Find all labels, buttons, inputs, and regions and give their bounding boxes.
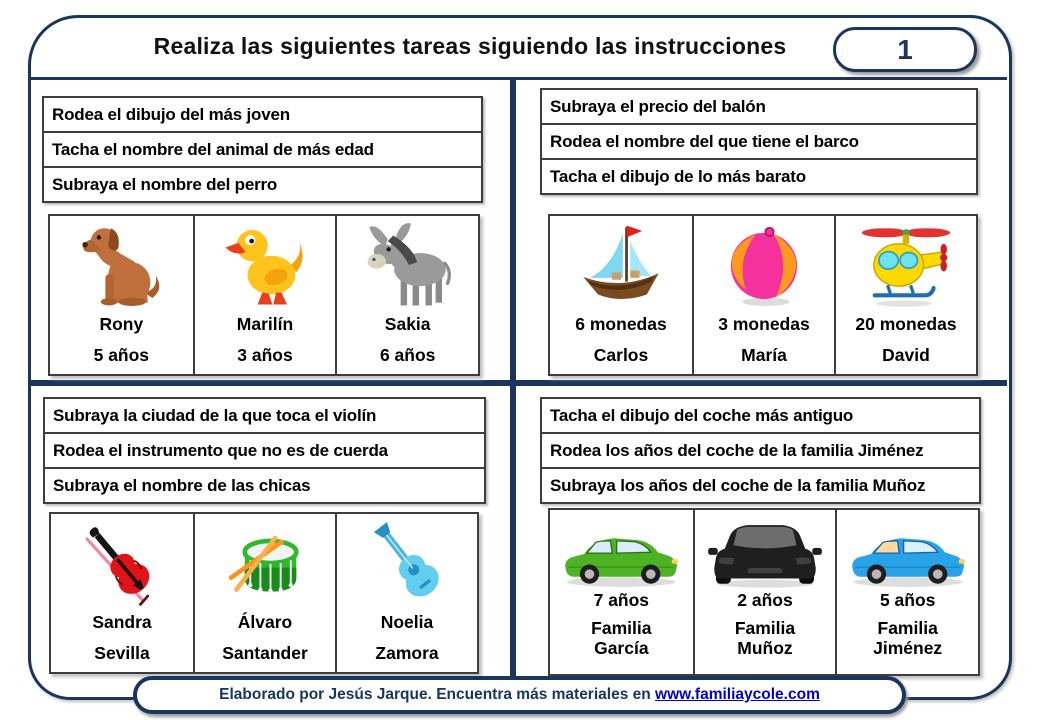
footer-credit: [133, 676, 906, 714]
card-name: Álvaro: [237, 612, 293, 632]
blue-car-icon: [844, 519, 972, 589]
task-instruction: Subraya el nombre de las chicas: [45, 467, 484, 502]
card-name: Noelia: [380, 612, 434, 632]
beach-ball-icon: [712, 219, 816, 311]
section-animals: [28, 80, 510, 380]
card-blue-car: [835, 510, 978, 674]
green-car-icon: [557, 519, 685, 589]
card-sailboat: [550, 216, 692, 374]
card-city: Zamora: [375, 643, 439, 663]
black-car-icon: [701, 519, 829, 589]
card-guitar: [335, 514, 477, 672]
cards-table: [548, 214, 978, 376]
section-toys: [516, 80, 1012, 380]
page-number-badge: 1: [833, 27, 977, 72]
card-years: 7 años: [593, 590, 650, 610]
card-years: 2 años: [737, 590, 793, 610]
task-instruction: Rodea los años del coche de la familia Jiménez: [542, 432, 979, 467]
card-family: Familia García: [591, 618, 652, 659]
card-dog: [50, 216, 193, 374]
task-instruction: Subraya la ciudad de la que toca el violín: [53, 406, 377, 425]
card-years: 5 años: [879, 590, 936, 610]
card-name: Sakia: [384, 314, 431, 334]
helicopter-icon: [854, 219, 958, 311]
card-helicopter: [834, 216, 976, 374]
task-instruction: Tacha el dibujo del coche más antiguo: [550, 406, 854, 425]
instruction-table: [540, 88, 978, 195]
cards-table: [548, 508, 980, 676]
card-owner: David: [882, 345, 930, 365]
card-ball: [692, 216, 834, 374]
card-caption: 6 años: [379, 345, 436, 365]
instruction-table: [43, 397, 486, 504]
page-title: Realiza las siguientes tareas siguiendo las instrucciones: [153, 33, 787, 59]
card-city: Santander: [222, 643, 308, 663]
instruction-table: [42, 96, 483, 203]
card-owner: María: [741, 345, 787, 365]
card-name: Sandra: [92, 612, 152, 632]
card-drum: [193, 514, 335, 672]
card-price: 20 monedas: [855, 314, 957, 334]
card-city: Sevilla: [94, 643, 150, 663]
sailboat-icon: [569, 219, 673, 311]
card-price: 3 monedas: [718, 314, 810, 334]
task-instruction: Rodea el nombre del que tiene el barco: [542, 123, 976, 158]
card-caption: 5 años: [93, 345, 150, 365]
task-instruction: Rodea el instrumento que no es de cuerda: [45, 432, 484, 467]
instruction-table: [540, 397, 981, 504]
card-violin: [51, 514, 193, 672]
guitar-icon: [355, 517, 459, 609]
card-owner: Carlos: [593, 345, 649, 365]
dog-icon: [69, 219, 173, 311]
card-family: Familia Jiménez: [873, 618, 943, 659]
task-instruction: Tacha el nombre del animal de más edad: [44, 131, 481, 166]
task-instruction: Subraya los años del coche de la familia Muñoz: [542, 467, 979, 502]
card-name: Rony: [99, 314, 144, 334]
card-caption: 3 años: [237, 345, 293, 365]
task-instruction: Rodea el dibujo del más joven: [52, 105, 290, 124]
section-cars: [516, 386, 1012, 695]
donkey-icon: [356, 219, 460, 311]
card-donkey: [335, 216, 478, 374]
card-duck: [193, 216, 336, 374]
task-instruction: Subraya el nombre del perro: [44, 166, 481, 201]
task-instruction: Subraya el precio del balón: [550, 97, 766, 116]
cards-table: [49, 512, 479, 674]
section-instruments: [28, 386, 510, 695]
card-name: Marilín: [236, 314, 294, 334]
card-price: 6 monedas: [575, 314, 667, 334]
card-family: Familia Muñoz: [734, 618, 796, 659]
violin-icon: [70, 517, 174, 609]
card-green-car: [550, 510, 693, 674]
footer-text: Elaborado por Jesús Jarque. Encuentra más materiales en: [219, 686, 656, 703]
duck-icon: [213, 219, 317, 311]
cards-table: [48, 214, 480, 376]
drum-icon: [213, 517, 317, 609]
card-black-car: [693, 510, 836, 674]
footer-link[interactable]: www.familiaycole.com: [655, 686, 820, 703]
task-instruction: Tacha el dibujo de lo más barato: [542, 158, 976, 193]
